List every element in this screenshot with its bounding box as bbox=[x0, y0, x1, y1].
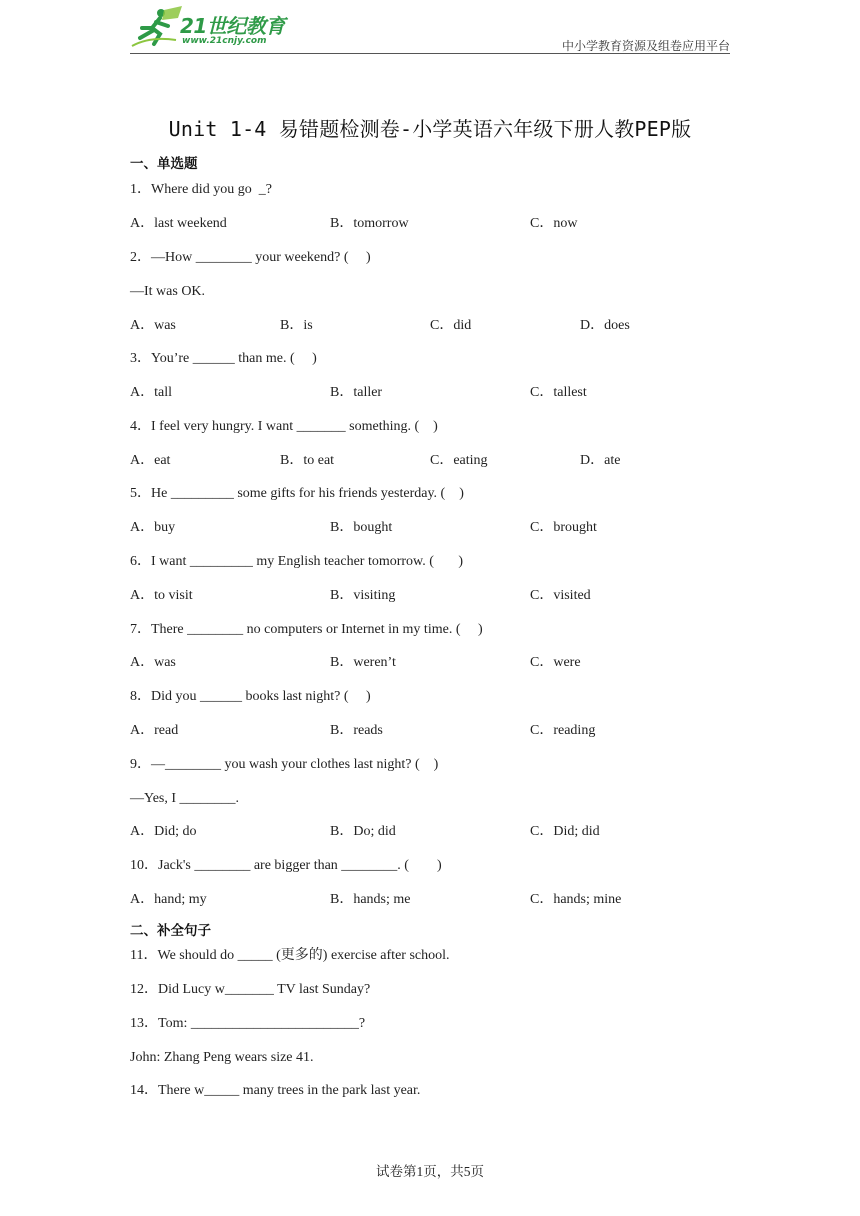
logo-text: 21世纪教育 bbox=[180, 14, 285, 38]
q2-option-d: D．does bbox=[580, 318, 630, 333]
q7-option-c: C．were bbox=[530, 655, 581, 670]
question-2-dialogue: —It was OK. bbox=[130, 284, 206, 299]
q9-option-c: C．Did; did bbox=[530, 824, 600, 839]
question-7: 7．There ________ no computers or Internet in my time. ( ) bbox=[130, 622, 483, 637]
question-9-dialogue: —Yes, I ________. bbox=[130, 791, 240, 806]
question-12: 12．Did Lucy w_______ TV last Sunday? bbox=[130, 982, 371, 997]
question-10: 10．Jack's ________ are bigger than ________. ( ) bbox=[130, 858, 442, 873]
logo-url: www.21cnjy.com bbox=[182, 36, 267, 46]
q1-option-a: A．last weekend bbox=[130, 216, 227, 231]
question-2: 2．—How ________ your weekend? ( ) bbox=[130, 250, 371, 265]
q4-option-a: A．eat bbox=[130, 453, 171, 468]
question-3: 3．You’re ______ than me. ( ) bbox=[130, 351, 317, 366]
question-8: 8．Did you ______ books last night? ( ) bbox=[130, 689, 371, 704]
header-platform-text: 中小学教育资源及组卷应用平台 bbox=[561, 39, 730, 53]
q10-option-b: B．hands; me bbox=[330, 892, 411, 907]
q5-option-a: A．buy bbox=[130, 520, 176, 535]
q8-option-b: B．reads bbox=[330, 723, 383, 738]
section-heading-complete-sentences: 二、补全句子 bbox=[130, 923, 211, 939]
logo bbox=[130, 6, 300, 50]
question-1: 1．Where did you go _? bbox=[130, 182, 272, 197]
q4-option-c: C．eating bbox=[430, 453, 488, 468]
q5-option-c: C．brought bbox=[530, 520, 597, 535]
q3-option-b: B．taller bbox=[330, 385, 383, 400]
q10-option-c: C．hands; mine bbox=[530, 892, 622, 907]
question-9: 9．—________ you wash your clothes last night? ( ) bbox=[130, 757, 439, 772]
q2-option-c: C．did bbox=[430, 318, 472, 333]
q4-option-b: B．to eat bbox=[280, 453, 335, 468]
q10-option-a: A．hand; my bbox=[130, 892, 207, 907]
question-5: 5．He _________ some gifts for his friends yesterday. ( ) bbox=[130, 486, 464, 501]
q5-option-b: B．bought bbox=[330, 520, 393, 535]
page-footer: 试卷第1页，共5页 bbox=[376, 1164, 484, 1179]
header-divider bbox=[130, 53, 730, 54]
q7-option-b: B．weren’t bbox=[330, 655, 396, 670]
q3-option-c: C．tallest bbox=[530, 385, 587, 400]
question-6: 6．I want _________ my English teacher tomorrow. ( ) bbox=[130, 554, 464, 569]
q7-option-a: A．was bbox=[130, 655, 176, 670]
q6-option-b: B．visiting bbox=[330, 588, 396, 603]
question-13-dialogue: John: Zhang Peng wears size 41. bbox=[130, 1050, 314, 1065]
q8-option-c: C．reading bbox=[530, 723, 596, 738]
q6-option-a: A．to visit bbox=[130, 588, 193, 603]
q9-option-a: A．Did; do bbox=[130, 824, 197, 839]
q1-option-c: C．now bbox=[530, 216, 578, 231]
question-14: 14．There w_____ many trees in the park last year. bbox=[130, 1083, 421, 1098]
q4-option-d: D．ate bbox=[580, 453, 621, 468]
q6-option-c: C．visited bbox=[530, 588, 591, 603]
question-4: 4．I feel very hungry. I want _______ something. ( ) bbox=[130, 419, 438, 434]
section-heading-single-choice: 一、单选题 bbox=[130, 156, 198, 172]
q8-option-a: A．read bbox=[130, 723, 179, 738]
page-title: Unit 1-4 易错题检测卷-小学英语六年级下册人教PEP版 bbox=[168, 117, 692, 141]
page-header bbox=[130, 0, 730, 56]
q2-option-b: B．is bbox=[280, 318, 313, 333]
q1-option-b: B．tomorrow bbox=[330, 216, 409, 231]
q2-option-a: A．was bbox=[130, 318, 176, 333]
question-11: 11．We should do _____ (更多的) exercise after school. bbox=[130, 948, 450, 963]
q9-option-b: B．Do; did bbox=[330, 824, 396, 839]
question-13: 13．Tom: ________________________? bbox=[130, 1016, 366, 1031]
q3-option-a: A．tall bbox=[130, 385, 172, 400]
